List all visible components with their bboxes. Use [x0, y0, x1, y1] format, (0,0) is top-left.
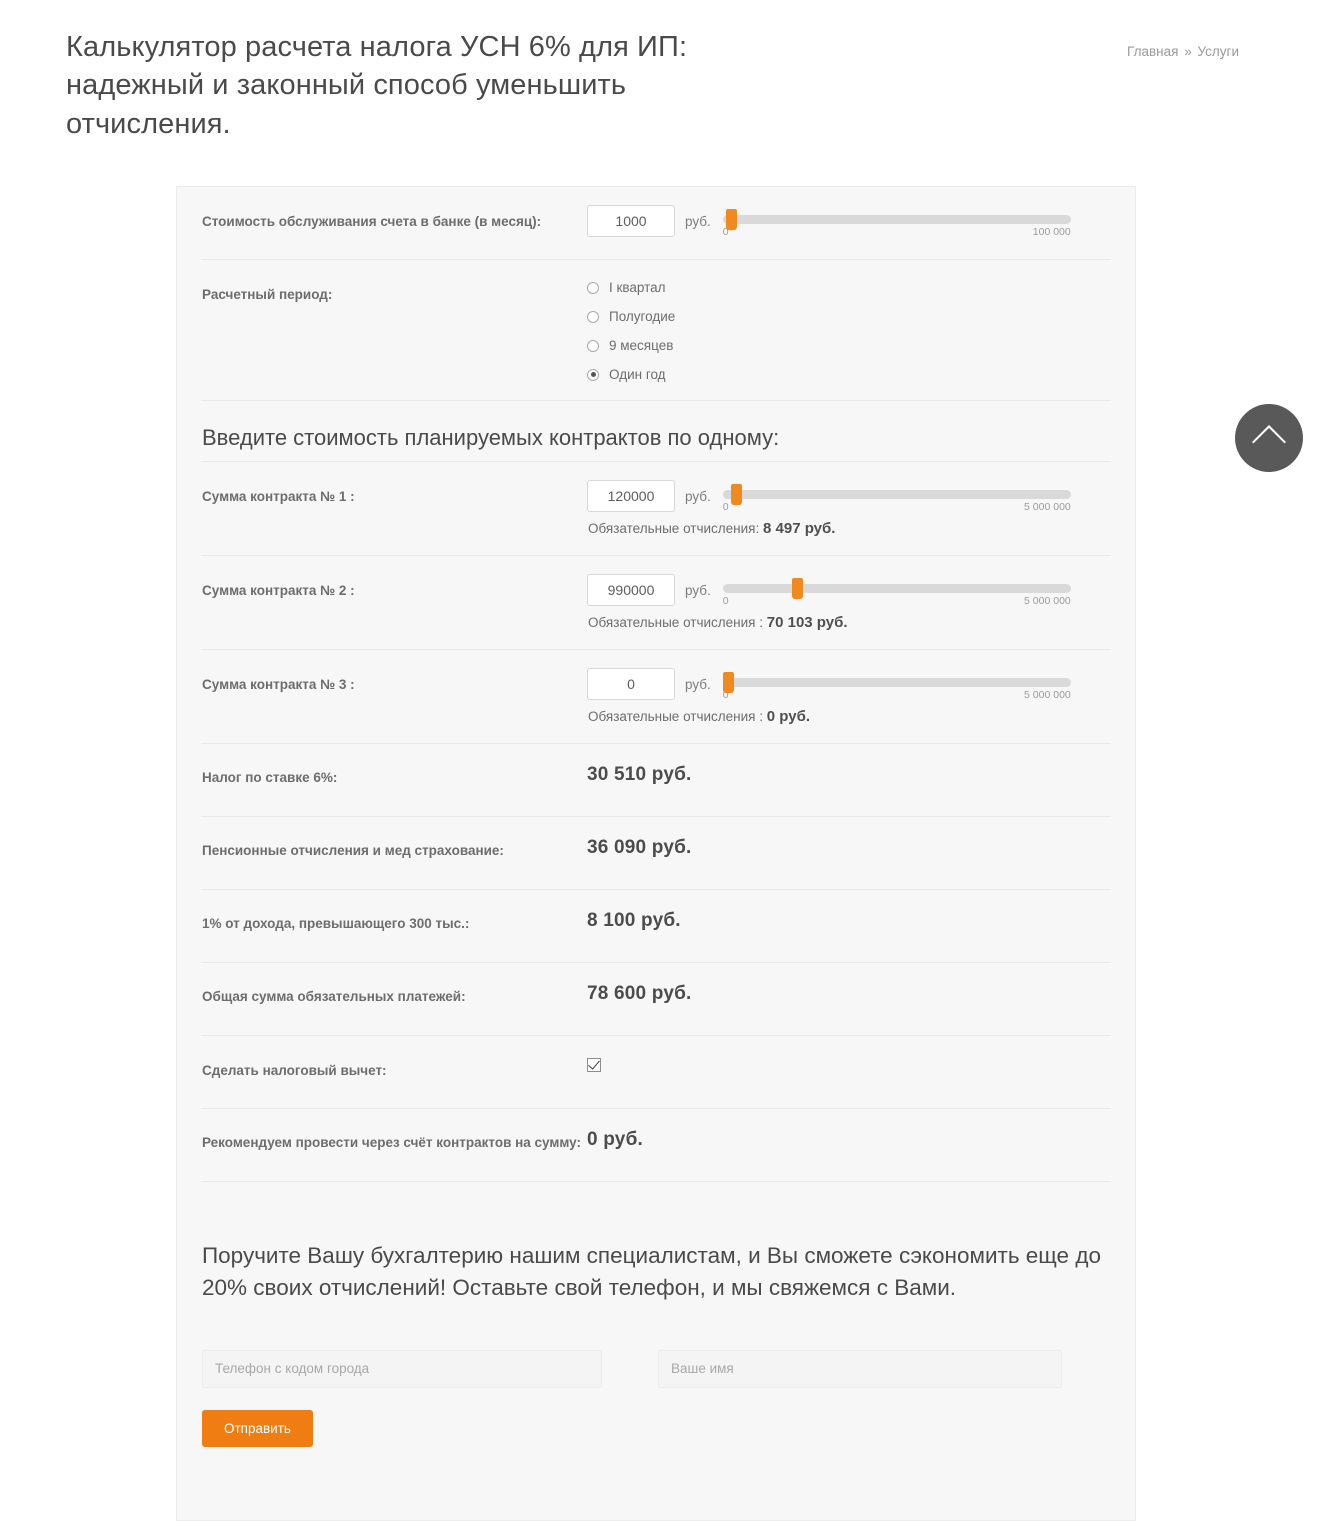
contract-3-unit: руб. — [685, 676, 711, 692]
scroll-to-top-button[interactable] — [1235, 404, 1303, 472]
contract-1-label: Сумма контракта № 1 : — [202, 489, 355, 504]
period-label: Расчетный период: — [202, 287, 333, 302]
slider-track[interactable] — [723, 215, 1071, 224]
slider-max-label: 5 000 000 — [1024, 595, 1071, 607]
contract-1-slider[interactable] — [723, 482, 1071, 512]
contact-form — [201, 1304, 1111, 1388]
slider-track[interactable] — [723, 678, 1071, 687]
contract-2-slider[interactable] — [723, 576, 1071, 606]
result-tax-label: Налог по ставке 6%: — [202, 770, 338, 785]
contract-2-note-prefix: Обязательные отчисления : — [588, 615, 763, 630]
contract-2-unit: руб. — [685, 582, 711, 598]
bank-fee-input[interactable] — [587, 205, 675, 237]
breadcrumb-current-link[interactable]: Услуги — [1197, 44, 1239, 59]
slider-handle[interactable] — [792, 578, 803, 599]
deduction-label: Сделать налоговый вычет: — [202, 1063, 387, 1078]
period-radio-group — [587, 278, 1111, 382]
row-contract-1 — [201, 462, 1111, 556]
calculator-panel — [176, 186, 1136, 1521]
submit-button[interactable]: Отправить — [202, 1410, 313, 1447]
breadcrumb-separator: » — [1184, 44, 1192, 59]
row-bank-fee — [201, 187, 1111, 260]
recommendation-label: Рекомендуем провести через счёт контрактов на сумму: — [202, 1135, 582, 1150]
radio-period-quarter[interactable] — [587, 280, 1111, 295]
radio-period-nine-months[interactable] — [587, 338, 1111, 353]
slider-max-label: 100 000 — [1032, 226, 1071, 238]
row-contract-2 — [201, 556, 1111, 650]
slider-min-label: 0 — [722, 501, 729, 513]
bank-fee-unit: руб. — [685, 213, 711, 229]
radio-icon-selected[interactable] — [587, 369, 599, 381]
contract-2-input[interactable] — [587, 574, 675, 606]
radio-period-year[interactable] — [587, 367, 1111, 382]
contract-1-note-value: 8 497 руб. — [763, 520, 836, 537]
result-total-value: 78 600 руб. — [587, 983, 692, 1004]
contract-1-note-prefix: Обязательные отчисления: — [588, 521, 760, 536]
bank-fee-label: Стоимость обслуживания счета в банке (в месяц): — [202, 214, 542, 229]
radio-icon[interactable] — [587, 282, 599, 294]
result-pension-value: 36 090 руб. — [587, 837, 692, 858]
radio-label: 9 месяцев — [609, 338, 674, 353]
slider-handle[interactable] — [731, 484, 742, 505]
contract-3-input[interactable] — [587, 668, 675, 700]
slider-track[interactable] — [723, 584, 1071, 593]
row-result-one-percent — [201, 890, 1111, 963]
contract-2-note-value: 70 103 руб. — [766, 614, 848, 631]
contracts-heading: Введите стоимость планируемых контрактов по одному: — [201, 401, 1111, 462]
radio-label: I квартал — [609, 280, 666, 295]
row-contract-3 — [201, 650, 1111, 744]
promo-text: Поручите Вашу бухгалтерию нашим специалистам, и Вы сможете сэкономить еще до 20% своих отчислений! Оставьте свой телефон, и мы свяжемся с Вами. — [202, 1243, 1101, 1300]
slider-track[interactable] — [723, 490, 1071, 499]
row-result-pension — [201, 817, 1111, 890]
page-title: Калькулятор расчета налога УСН 6% для ИП: надежный и законный способ уменьшить отчисления. — [66, 31, 688, 140]
breadcrumb — [1127, 44, 1239, 59]
slider-min-label: 0 — [722, 226, 729, 238]
contract-3-note-value: 0 руб. — [766, 708, 810, 725]
result-tax-value: 30 510 руб. — [587, 764, 692, 785]
row-result-tax — [201, 744, 1111, 817]
contract-1-unit: руб. — [685, 488, 711, 504]
slider-min-label: 0 — [722, 595, 729, 607]
slider-max-label: 5 000 000 — [1024, 689, 1071, 701]
row-deduction — [201, 1036, 1111, 1109]
slider-min-label: 0 — [722, 689, 729, 701]
row-recommendation — [201, 1109, 1111, 1182]
radio-icon[interactable] — [587, 340, 599, 352]
recommendation-value: 0 руб. — [587, 1129, 643, 1150]
name-input[interactable] — [658, 1350, 1062, 1388]
slider-max-label: 5 000 000 — [1024, 501, 1071, 513]
radio-label: Полугодие — [609, 309, 676, 324]
result-pension-label: Пенсионные отчисления и мед страхование: — [202, 843, 504, 858]
result-one-percent-label: 1% от дохода, превышающего 300 тыс.: — [202, 916, 470, 931]
chevron-up-icon — [1252, 425, 1286, 459]
contract-2-label: Сумма контракта № 2 : — [202, 583, 355, 598]
row-period — [201, 260, 1111, 401]
bank-fee-slider[interactable] — [723, 207, 1071, 237]
radio-icon[interactable] — [587, 311, 599, 323]
result-total-label: Общая сумма обязательных платежей: — [202, 989, 466, 1004]
contract-3-note-prefix: Обязательные отчисления : — [588, 709, 763, 724]
contract-3-note — [587, 708, 1111, 725]
contract-2-note — [587, 614, 1111, 631]
result-one-percent-value: 8 100 руб. — [587, 910, 681, 931]
phone-input[interactable] — [202, 1350, 602, 1388]
radio-label: Один год — [609, 367, 666, 382]
contract-3-slider[interactable] — [723, 670, 1071, 700]
radio-period-half-year[interactable] — [587, 309, 1111, 324]
breadcrumb-home-link[interactable]: Главная — [1127, 44, 1179, 59]
contract-1-note — [587, 520, 1111, 537]
page-header — [0, 0, 1317, 143]
deduction-checkbox[interactable] — [587, 1058, 601, 1072]
contract-1-input[interactable] — [587, 480, 675, 512]
contract-3-label: Сумма контракта № 3 : — [202, 677, 355, 692]
row-result-total — [201, 963, 1111, 1036]
